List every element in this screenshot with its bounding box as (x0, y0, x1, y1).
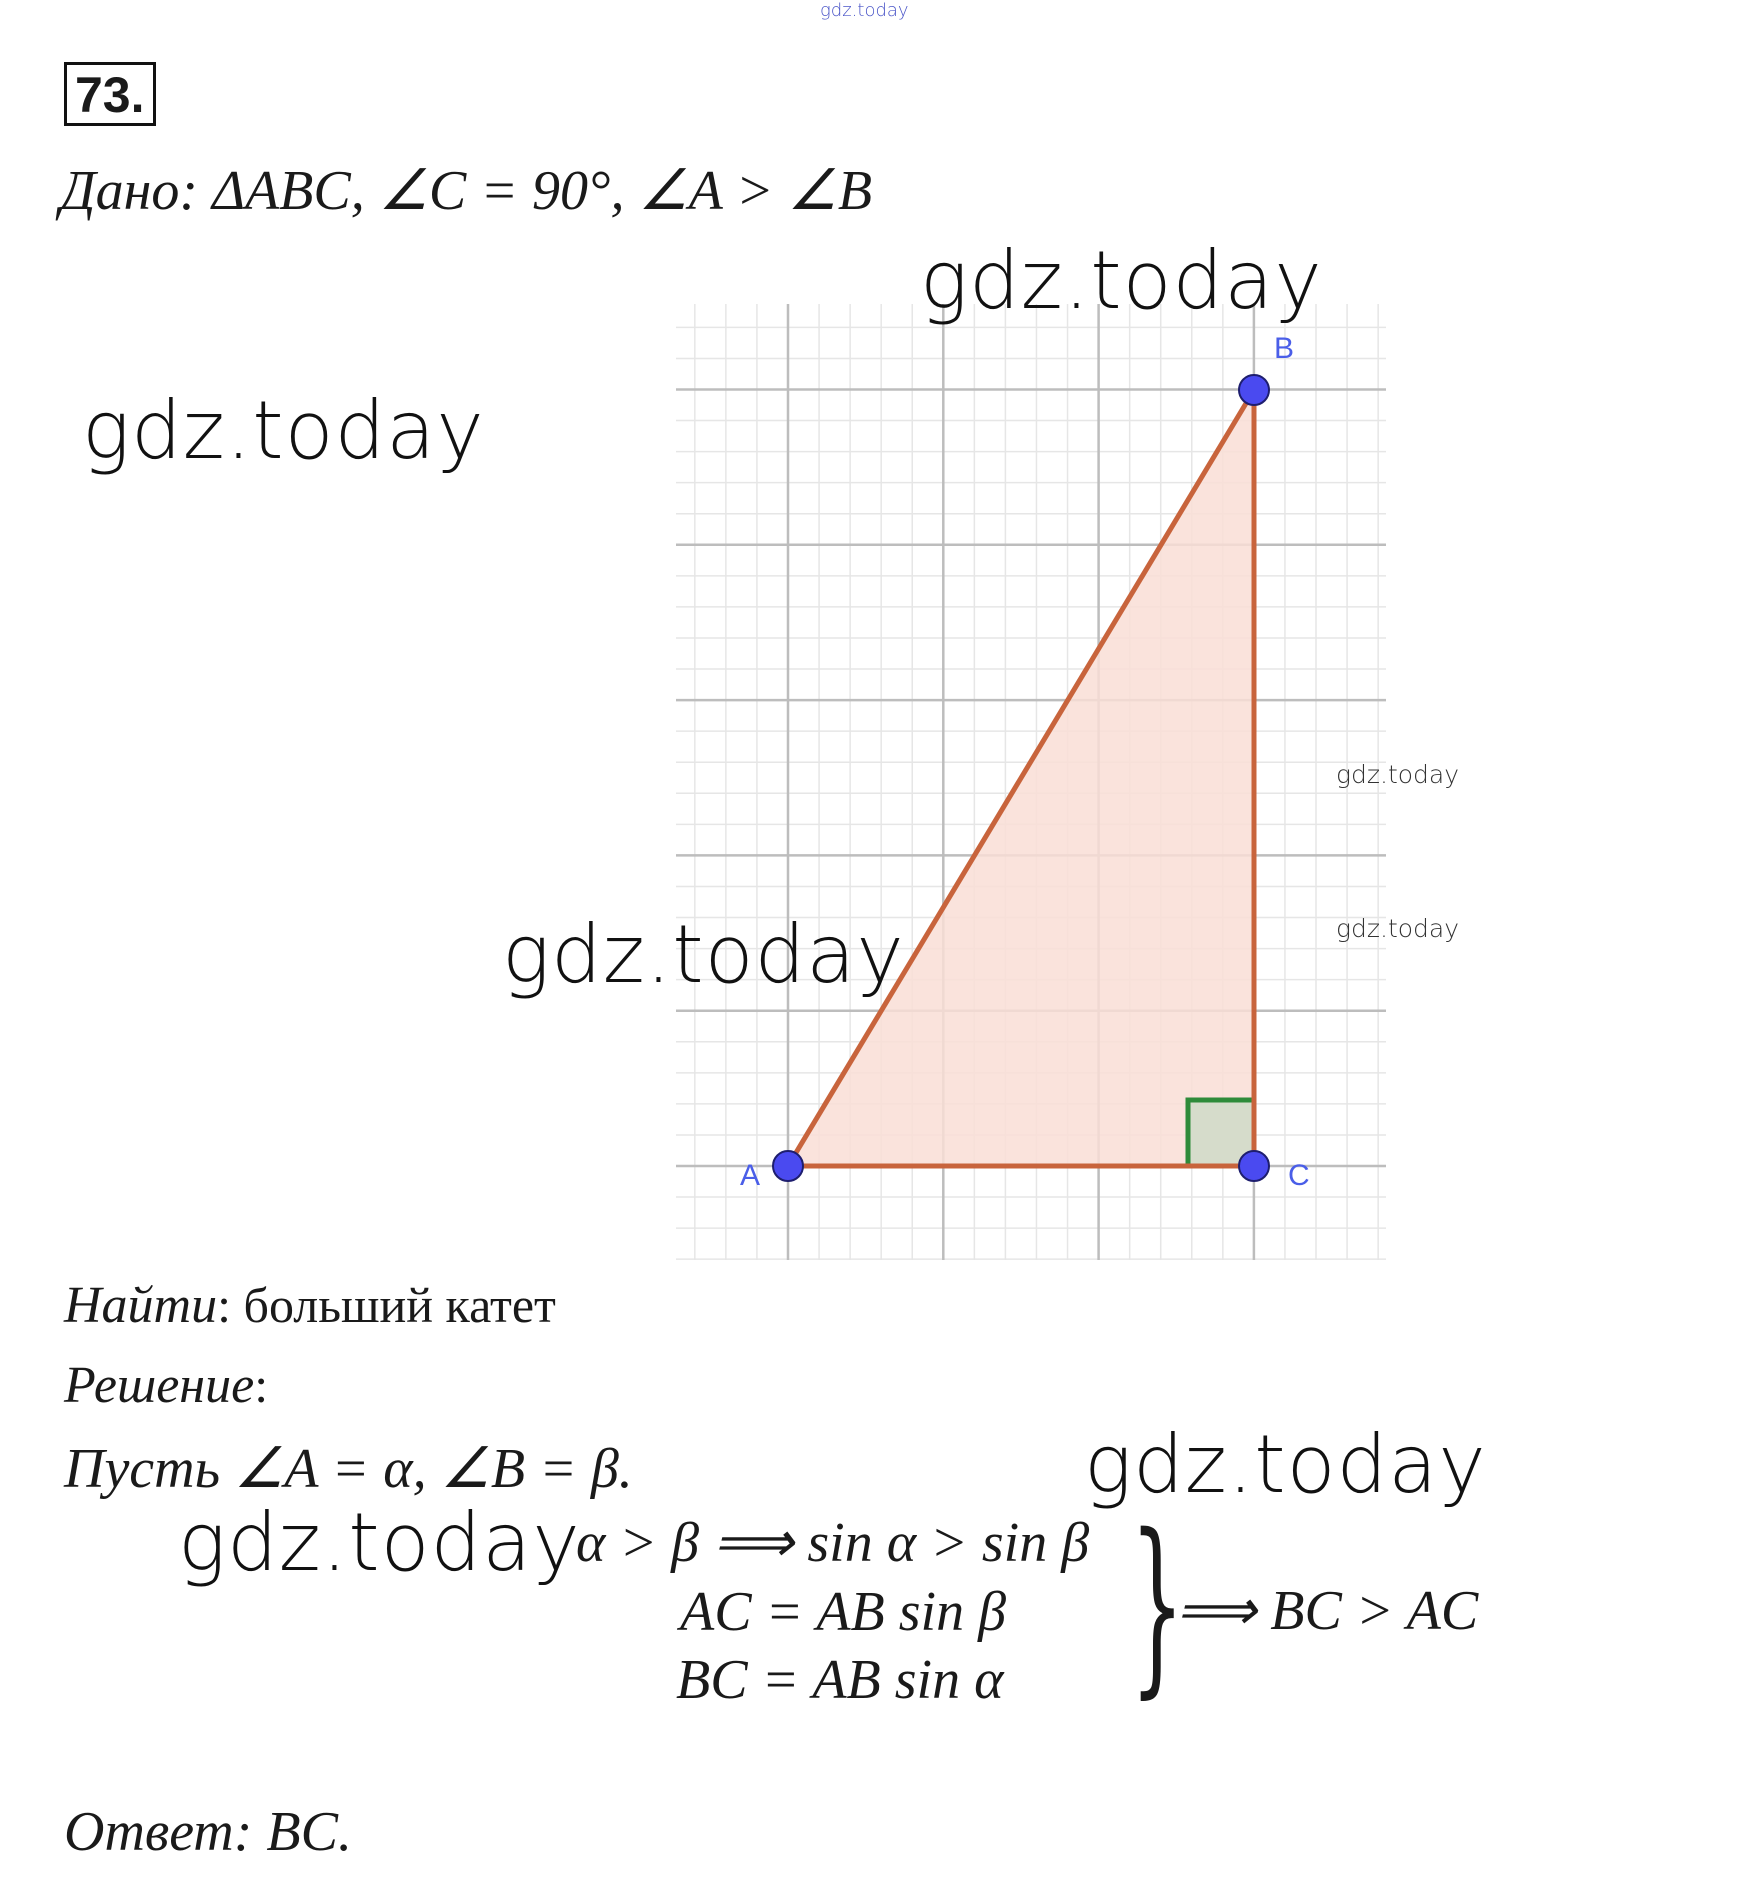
watermark-small-1: gdz.today (1336, 760, 1460, 789)
solution-colon: : (254, 1357, 269, 1413)
label-c: C (1288, 1159, 1310, 1192)
answer-line (64, 1800, 352, 1864)
watermark-figure-top: gdz.today (920, 234, 1323, 327)
point-a (773, 1151, 803, 1181)
answer-text: : BC. (233, 1801, 352, 1863)
find-text: : больший катет (217, 1277, 556, 1333)
conclusion: ⟹ BC > AC (1176, 1580, 1479, 1642)
point-b (1239, 375, 1269, 405)
given-text: : ΔABC, ∠C = 90°, ∠A > ∠B (179, 160, 873, 222)
system-line-2: AC = AB sin β (680, 1581, 1006, 1643)
answer-label: Ответ (64, 1801, 234, 1863)
label-b: B (1274, 332, 1295, 365)
watermark-figure-mid: gdz.today (502, 908, 905, 1001)
find-line (64, 1276, 556, 1335)
watermark-small-2: gdz.today (1336, 914, 1460, 943)
point-c (1239, 1151, 1269, 1181)
find-label: Найти (64, 1277, 218, 1334)
given-line (60, 158, 872, 223)
solution-label: Решение (64, 1357, 255, 1414)
watermark-left: gdz.today (82, 384, 485, 477)
problem-number: 73. (64, 62, 156, 126)
let-line: Пусть ∠A = α, ∠B = β. (64, 1438, 633, 1500)
watermark-solution-left: gdz.today (178, 1496, 581, 1589)
top-watermark: gdz.today (820, 0, 909, 21)
watermark-solution-right: gdz.today (1084, 1418, 1487, 1511)
triangle-figure (670, 300, 1390, 1260)
solution-line (64, 1356, 268, 1415)
system-line-1: α > β ⟹ sin α > sin β (576, 1512, 1090, 1574)
given-label: Дано (60, 160, 180, 222)
system-line-3: BC = AB sin α (676, 1649, 1004, 1711)
right-brace: } (1130, 1494, 1185, 1715)
label-a: A (740, 1159, 761, 1192)
